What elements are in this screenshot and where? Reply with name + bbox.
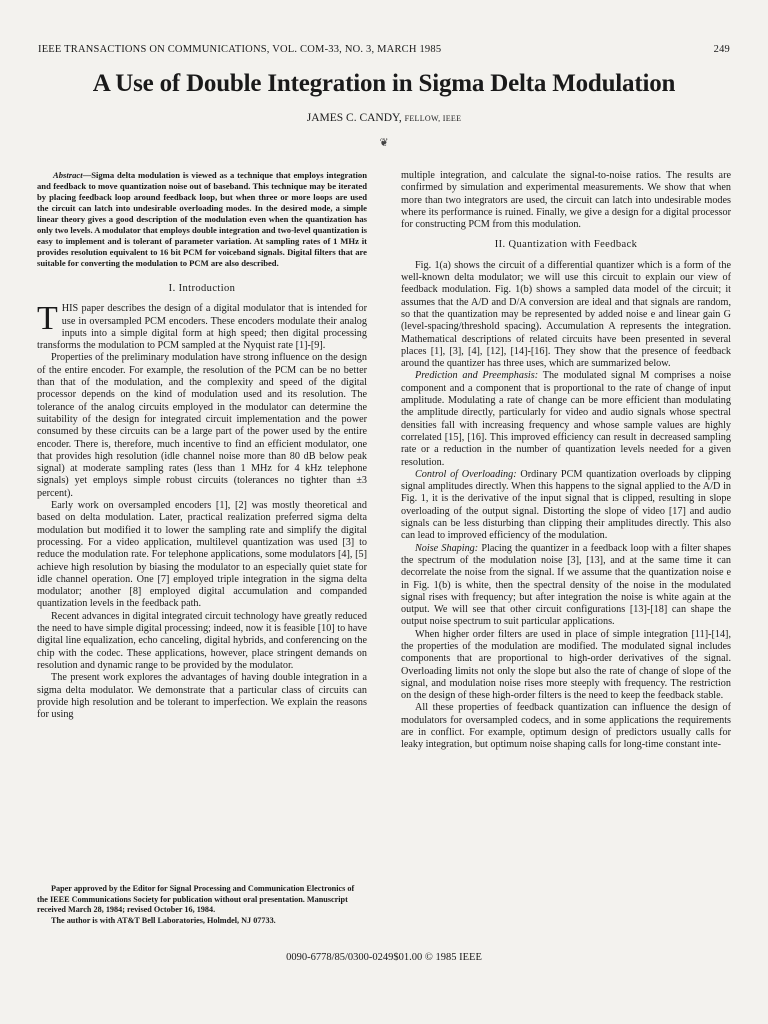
right-column <box>401 170 731 752</box>
paper-title: A Use of Double Integration in Sigma Delta Modulation <box>92 70 676 97</box>
abstract-lead: Abstract <box>53 170 83 180</box>
section2-paragraph-2 <box>401 370 731 468</box>
left-column <box>37 170 367 721</box>
footnote-editor: Paper approved by the Editor for Signal Processing and Communication Electronics of the IEEE Communications Society for publication without oral presentation. Manuscript received March 28, 1984; revised October 16, 1984. <box>37 884 355 914</box>
abstract <box>37 170 367 269</box>
section-heading-quantization: II. Quantization with Feedback <box>494 239 638 251</box>
intro-paragraph-3: Early work on oversampled encoders [1], [2] was mostly theoretical and based on delta modulation. Later, practical realization preferred sigma delta modulation but modified it to lower the sampling rate and simplify the digital processing. For a video application, multilevel quantization was used [3] to reduce the modulation rate. For telephone applications, some modulators [4], [5] achieve high resolution by biasing the modulator to an especially quiet state for idle channel operation. One [7] employed triple integration in the sigma delta modulator; another [8] employed digital accumulation and companded quantization levels in the feedback path. <box>37 500 367 610</box>
page-number: 249 <box>713 44 730 55</box>
intro-paragraph-1-text: HIS paper describes the design of a digital modulator that is intended for use in oversampled PCM encoders. These encoders modulate their analog inputs into a simple digital form at high speed; then digital processing transforms the modulation to PCM sampled at the Nyquist rate [1]-[9]. <box>37 303 367 352</box>
section2-paragraph-1: Fig. 1(a) shows the circuit of a differential quantizer which is a form of the well-known delta modulator; we will use this circuit to explain our view of feedback modulation. Fig. 1(b) shows a sampled data model of the circuit; it assumes that the A/D and D/A conversion are ideal and that signals are random, so that the quantization may be represented by added noise e and linear gain G (level-spacing/threshold spacing). Accumulation A represents the integration. Mathematical descriptions of related circuits have been presented in several places [1], [3], [4], [12], [14]-[16]. They show that the presence of feedback around the quantizer has three uses, which are summarized below. <box>401 259 731 370</box>
copyright-footer: 0090-6778/85/0300-0249$01.00 © 1985 IEEE <box>286 952 482 963</box>
running-header <box>38 44 730 55</box>
section2-paragraph-4 <box>401 543 731 629</box>
noise-shaping-lead: Noise Shaping: <box>415 542 479 554</box>
intro-paragraph-5: The present work explores the advantages of having double integration in a sigma delta modulator. We demonstrate that a particular class of circuits can provide high resolution and be tolerant to imperfection. We explain the reasons for using <box>37 672 367 721</box>
overloading-text: Ordinary PCM quantization overloads by clipping signal amplitudes directly. When this happens to the signal applied to the A/D in Fig. 1, it is the derivative of the input signal that is clipped, resulting in slope overloading of the output signal. Distorting the slope of video [17] and audio signals can be less disturbing than clipping their amplitudes directly. This also can lead to improved efficiency of the modulation. <box>401 468 731 542</box>
prediction-lead: Prediction and Preemphasis: <box>415 370 539 382</box>
noise-shaping-text: Placing the quantizer in a feedback loop with a filter shapes the spectrum of the modulation noise [3], [13], and at the same time it can decorrelate the noise from the signal. If we assume that the quantization noise e in Fig. 1(b) is white, then the spectral density of the noise in the modulated signal rises with frequency; but after integration the noise is white again at the output. We will see that other circuit configurations [13]-[18] can shape the output noise spectrum to suit particular applications. <box>401 542 731 628</box>
author-grade: FELLOW, IEEE <box>404 114 462 123</box>
footnote <box>37 884 367 926</box>
author-name: JAMES C. CANDY, <box>306 112 402 124</box>
section2-paragraph-6: All these properties of feedback quantization can influence the design of modulators for oversampled codecs, and in some applications the requirements are in conflict. For example, optimum design of predictors usually calls for leaky integration, but optimum noise shaping calls for long-time constant inte- <box>401 702 731 751</box>
footnote-affiliation: The author is with AT&T Bell Laboratories, Holmdel, NJ 07733. <box>51 915 276 925</box>
drop-cap: T <box>37 300 58 338</box>
ornament-icon: ❦ <box>379 137 389 149</box>
overloading-lead: Control of Overloading: <box>415 468 517 480</box>
intro-paragraph-1 <box>37 300 367 352</box>
section2-paragraph-5: When higher order filters are used in place of simple integration [11]-[14], the properties of the modulation are modified. The modulated signal includes components that are proportional to high-order derivatives of the signal. Overloading limits not only the slope but also the rate of change of slope of the signal, and modulation noise rises more steeply with frequency. The restriction on the design of these high-order filters is the need to keep the feedback stable. <box>401 628 731 702</box>
continued-paragraph: multiple integration, and calculate the signal-to-noise ratios. The results are confirmed by simulation and experimental measurements. We show that when more than two integrators are used, the circuit can latch into undesirable modes where its performance is ruined. Finally, we give a design for a digital processor for constructing PCM from this modulation. <box>401 170 731 231</box>
intro-paragraph-2: Properties of the preliminary modulation have strong influence on the design of the entire encoder. For example, the resolution of the PCM can be no better than that of the modulation, and the complexity and speed of the digital processor depends on the kind of modulation used and its resolution. The tolerance of the analog circuits employed in the modulator can determine the suitability of the design for integrated circuit implementation and the power consumed by these circuits can be a large part of the power used by the entire encoder. There is, therefore, much incentive to find an efficient modulator, one that provides high resolution (idle channel noise more than 80 dB below peak signal) at moderate sampling rates (less than 1 MHz for 4 kHz telephone signals) yet employs simple robust circuits (tolerances no tighter than ±3 percent). <box>37 352 367 499</box>
abstract-text: —Sigma delta modulation is viewed as a technique that employs integration and feedback to move quantization noise out of baseband. This technique may be iterated by placing feedback loop around feedback loop, but when three or more loops are used the circuit can latch into undesirable overloading modes. In the desired mode, a simple linear theory gives a good description of the modulation even when the quantization has only two levels. A modulator that employs double integration and two-level quantization is easy to implement and is tolerant of parameter variation. At sampling rates of 1 MHz it provides resolution equivalent to 16 bit PCM for voiceband signals. Digital filters that are suitable for converting the modulation to PCM are also described. <box>37 170 368 268</box>
journal-line: IEEE TRANSACTIONS ON COMMUNICATIONS, VOL. COM-33, NO. 3, MARCH 1985 <box>38 44 442 55</box>
section-heading-introduction: I. Introduction <box>168 283 236 294</box>
section2-paragraph-3 <box>401 469 731 543</box>
intro-paragraph-4: Recent advances in digital integrated circuit technology have greatly reduced the need to have simple digital processing; indeed, now it is feasible [10] to have digital line equalization, echo canceling, digital hybrids, and conferencing on the chip with the codec. These applications, however, place stringent demands on resolution and dynamic range to be provided by the modulator. <box>37 610 367 671</box>
prediction-text: The modulated signal M comprises a noise component and a component that is proportional to the rate of change of input amplitude. Modulating a rate of change can be more efficient than modulating the amplitude directly, particularly for video and audio signals whose spectral densities fall with increasing frequency and whose sample values are highly correlated [15], [16]. This improved efficiency can result in decreased sampling rate or a reduction in the number of quantization levels needed for a given resolution. <box>401 370 731 468</box>
author-line <box>0 112 768 124</box>
